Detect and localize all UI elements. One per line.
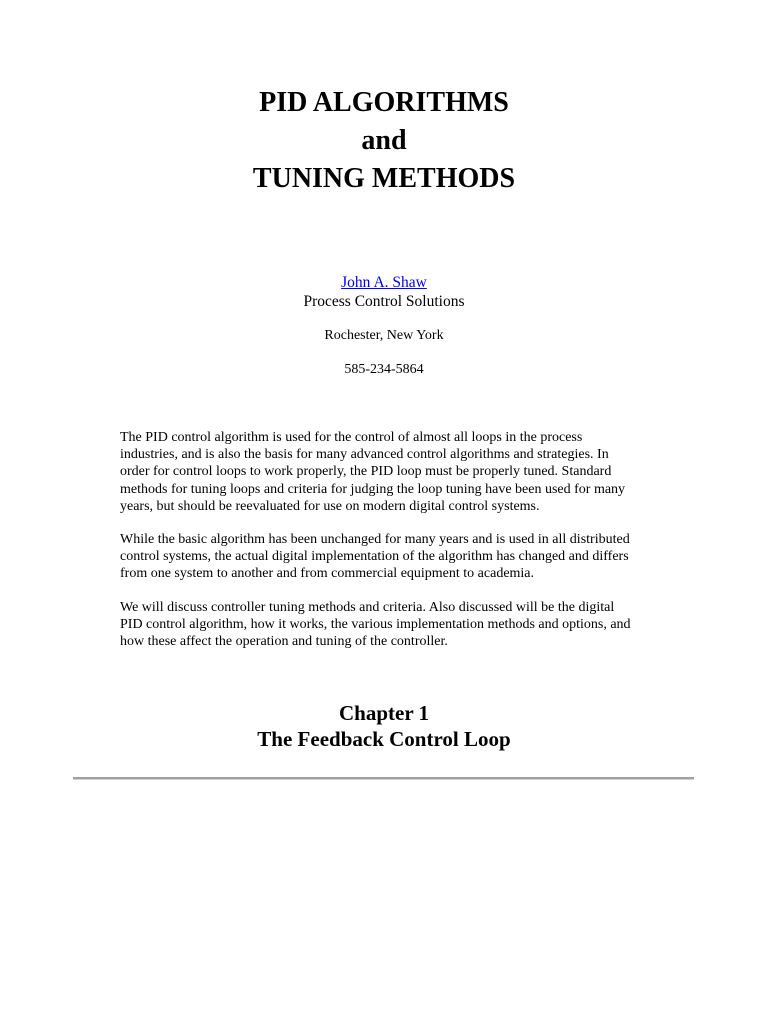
author-phone: 585-234-5864 [344,362,424,377]
horizontal-divider [73,777,694,780]
paragraph-3: We will discuss controller tuning methods and criteria. Also discussed will be the digital PID control algorithm, how it works, the various implementation methods and options, and how these affect the operation and tuning of the controller. [120,599,631,650]
document-title [0,84,768,198]
author-organization: Process Control Solutions [303,293,465,310]
author-location: Rochester, New York [324,328,444,343]
title-line-1: PID ALGORITHMS [259,87,509,118]
paragraph-1: The PID control algorithm is used for the control of almost all loops in the process industries, and is also the basis for many advanced control algorithms and strategies. In order for control loops to work properly, the PID loop must be properly tuned. Standard methods for tuning loops and criteria for judging the loop tuning have been used for many years, but should be reevaluated for use on modern digital control systems. [120,430,626,514]
author-name-link[interactable]: John A. Shaw [341,274,427,291]
chapter-heading [0,700,768,752]
chapter-title: The Feedback Control Loop [257,727,511,751]
author-block [0,273,768,311]
title-line-2: and [361,125,407,156]
chapter-number: Chapter 1 [338,701,430,725]
abstract-text [120,429,692,666]
title-line-3: TUNING METHODS [252,163,516,194]
paragraph-2: While the basic algorithm has been unchanged for many years and is used in all distributed control systems, the actual digital implementation of the algorithm has changed and differs from one system to another and from commercial equipment to academia. [120,532,630,582]
